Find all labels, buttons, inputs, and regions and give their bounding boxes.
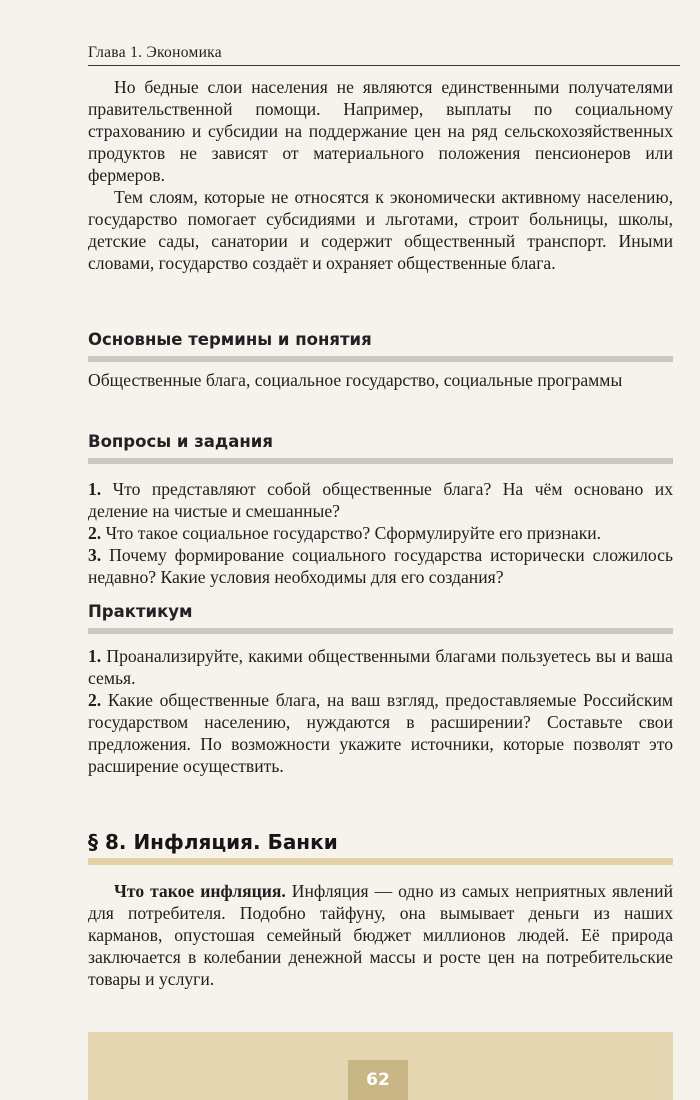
item-text: Какие общественные блага, на ваш взгляд, предоставляемые Российским государством населению, нуждаются в расширении? Составьте свои предложения. По возможности укажите источники, которые позволят это расширение осуществить. xyxy=(88,690,673,776)
item-number: 1. xyxy=(88,479,102,499)
page-number-box xyxy=(348,1060,408,1100)
intro-text xyxy=(88,76,673,274)
terms-text xyxy=(88,369,673,391)
paragraph: Но бедные слои населения не являются единственными получателями правительственной помощи. Например, выплаты по социальному страхованию и субсидии на поддержание цен на ряд сельскохозяйственных продуктов не зависят от материального положения пенсионеров или фермеров. xyxy=(88,77,673,185)
paragraph-body: Инфляция — одно из самых неприятных явлений для потребителя. Подобно тайфуну, она вымывает деньги из наших карманов, опустошая семейный бюджет миллионов людей. Её природа заключается в колебании денежной массы и росте цен на потребительские товары и услуги. xyxy=(88,881,673,989)
list-item xyxy=(88,689,673,777)
paragraph xyxy=(88,880,673,990)
item-text: Что такое социальное государство? Сформулируйте его признаки. xyxy=(105,523,602,543)
terms-list: Общественные блага, социальное государство, социальные программы xyxy=(88,370,623,390)
item-text: Что представляют собой общественные блага? На чём основано их деление на чистые и смешанные? xyxy=(88,479,673,521)
item-text: Почему формирование социального государства исторически сложилось недавно? Какие условия необходимы для его создания? xyxy=(88,545,673,587)
item-number: 1. xyxy=(88,646,102,666)
questions-rule xyxy=(88,458,673,464)
running-head: Глава 1. Экономика xyxy=(88,44,680,66)
item-number: 2. xyxy=(88,523,102,543)
section-heading: § 8. Инфляция. Банки xyxy=(88,830,338,854)
item-number: 2. xyxy=(88,690,102,710)
list-item xyxy=(88,478,673,522)
paragraph: Тем слоям, которые не относятся к экономически активному населению, государство помогает субсидиями и льготами, строит больницы, школы, детские сады, санатории и содержит общественный транспорт. Иными словами, государство создаёт и охраняет общественные блага. xyxy=(88,187,673,273)
terms-rule xyxy=(88,356,673,362)
page-number: 62 xyxy=(366,1070,390,1090)
list-item xyxy=(88,544,673,588)
practicum-rule xyxy=(88,628,673,634)
list-item xyxy=(88,522,673,544)
questions-list xyxy=(88,478,673,588)
lead-in: Что такое инфляция. xyxy=(114,881,286,901)
terms-heading: Основные термины и понятия xyxy=(88,330,372,349)
practicum-heading: Практикум xyxy=(88,602,193,621)
practicum-list xyxy=(88,645,673,777)
item-text: Проанализируйте, какими общественными благами пользуетесь вы и ваша семья. xyxy=(88,646,673,688)
section-text xyxy=(88,880,673,990)
questions-heading: Вопросы и задания xyxy=(88,432,273,451)
item-number: 3. xyxy=(88,545,102,565)
section-rule xyxy=(88,858,673,865)
list-item xyxy=(88,645,673,689)
